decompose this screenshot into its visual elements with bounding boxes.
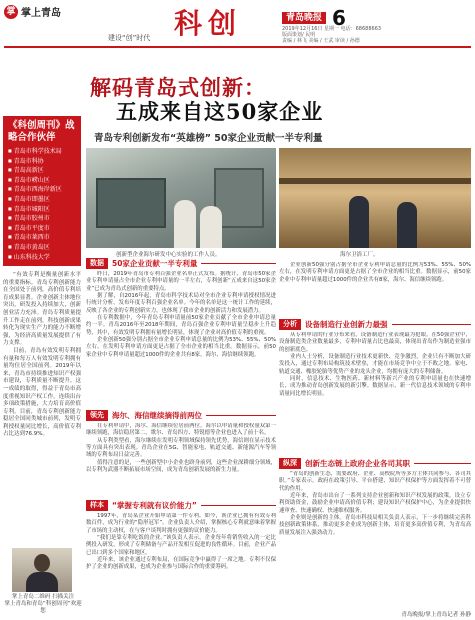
section-head-title: 设备制造行业创新力最强 bbox=[305, 320, 388, 329]
body-column-intro-right bbox=[279, 262, 471, 316]
body-paragraph: 在专利申请中，海尔、海信继续位居前两位。海尔以申请量和授权量双第一继续领跑，海信稳居第二，歌尔、青岛四方、特锐德等企业也进入了前十名。 bbox=[86, 423, 276, 437]
body-paragraph: 在专利数据中，今年青岛专利申请量前50家企业贡献了全市企业申请总量约一半。青岛2016年至2018年期间，青岛百强企业专利申请量呈稳步上升趋势，其中，有效发明专利拥有量增长明显，体现了企业对高价值专利的重视。 bbox=[86, 315, 276, 336]
subheadline: 青岛专利创新发布“英雄榜” 50家企业贡献一半专利量 bbox=[94, 133, 323, 144]
factory-shelf bbox=[279, 178, 471, 184]
section-slogan: 建设“创”时代 bbox=[108, 34, 151, 42]
body-paragraph: 昨日，2019年青岛市专利百强企业名单正式发布。据统计，青岛市50家企业专利申请量占全市企业专利申请量的一半左右，专利创新“五成来自这50家企业”已成为青岛式创新的重要特点。 bbox=[86, 271, 276, 292]
body-paragraph: “我们是靠专利吃饭的企业。”该负责人表示，企业每年将销售收入的一定比例投入研发，形成了专利储备与产品开发相互促进的良性循环。目前，企业产品已出口到多个国家和地区。 bbox=[86, 535, 276, 556]
worker-figure bbox=[174, 200, 196, 248]
sidebar-item: ■ 青岛市黄岛区 bbox=[8, 243, 76, 253]
meta-line: 责编 / 林飞 美编 / 王武 审读 / 孙德 bbox=[282, 38, 360, 45]
section-head-leader bbox=[86, 410, 276, 421]
section-tag: 纵深 bbox=[279, 458, 301, 469]
photo2-caption: 海尔卫浴工厂。 bbox=[340, 252, 379, 258]
side-caption bbox=[3, 594, 83, 615]
section-head-sound bbox=[279, 458, 471, 469]
section-tag: 领先 bbox=[86, 410, 108, 421]
sidebar-item: ■ 青岛市城阳区 bbox=[8, 205, 76, 215]
body-paragraph: 企业则是创新的主体。青岛市科技局相关负责人表示，下一步将继续完善科技创新政策体系，推动更多企业成为创新主体，培育更多高价值专利，为青岛高质量发展注入强劲动力。 bbox=[279, 515, 471, 536]
section-tag: 数据 bbox=[86, 258, 108, 269]
sidebar-item: ■ 山东科技大学 bbox=[8, 253, 76, 263]
edition-meta bbox=[282, 26, 472, 45]
section-head-title: 50家企业贡献一半专利量 bbox=[112, 259, 198, 268]
portrait-caption: 掌上青岛二维码 扫描关注 bbox=[11, 594, 75, 600]
body-column-sound bbox=[279, 471, 471, 607]
body-paragraph: 企业创新50强分别占据全市企业专利申请总量的比例为53%、55%、50%左右，在发明专利申请方面更是占据了全市企业的相当比重。数据显示，前50家企业中专利申请量超过1000件的企业共有8家，海尔、海信继续领跑。 bbox=[279, 262, 471, 283]
section-title: 科创 bbox=[174, 7, 243, 40]
body-paragraph: 值得注意的是，一些创新型中小企业也跻身前列，这些企业深耕细分领域，以专利为武器不断拓展市场空间，成为青岛创新发展的新生力量。 bbox=[86, 459, 276, 474]
sidebar-item: ■ 青岛市莱西市 bbox=[8, 233, 76, 243]
sidebar-item: ■ 青岛市即墨区 bbox=[8, 195, 76, 205]
section-head-rule bbox=[392, 324, 472, 325]
meta-line: 2019年12月16日 星期一 电话：68688663 bbox=[282, 26, 382, 32]
sidebar-title: 《科创周刊》战略合作伙伴 bbox=[8, 120, 75, 143]
section-head-data bbox=[86, 258, 276, 269]
body-column-analysis bbox=[279, 332, 471, 456]
body-paragraph: “青岛的创新生态，需要政府、企业、高校院所等多方主体共同参与、各司其职。”专家表示，政府在政策引导、平台搭建、知识产权保护等方面发挥着不可替代的作用。 bbox=[279, 471, 471, 492]
headline-secondary: 五成来自这50家企业 bbox=[116, 99, 324, 124]
meta-line: 版面策划/ 民明 bbox=[282, 32, 316, 39]
header-rule bbox=[4, 46, 471, 48]
page-number: 6 bbox=[332, 6, 346, 30]
body-paragraph: 从专利申请的行业分布来看，设备制造行业表现最为抢眼。在50强企业中，设备制造类企业数量最多，专利申请量占比也最高，体现出青岛作为制造业强市的创新底色。 bbox=[279, 332, 471, 353]
body-paragraph: 企业创新50强分别占据全市企业专利申请总量的比例为53%、55%、50%左右，在发明专利申请方面更是占据了全市企业的相当比重。数据显示，前50家企业中专利申请量超过1000件的企业共有8家，海尔、海信继续领跑。 bbox=[86, 337, 276, 358]
side-column bbox=[3, 272, 81, 439]
section-head-sample bbox=[86, 500, 276, 511]
section-tag: 样本 bbox=[86, 500, 108, 511]
body-column-data bbox=[86, 271, 276, 407]
sidebar-item: ■ 青岛市科学技术局 bbox=[8, 147, 76, 157]
body-paragraph: 业内人士分析，设备制造行业技术更新快、竞争激烈，企业只有不断加大研发投入，通过专利布局构筑技术壁垒，才能在市场竞争中立于不败之地。家电、轨道交通、橡胶轮胎等优势产业的龙头企业，均拥有庞大的专利储备。 bbox=[279, 354, 471, 375]
section-head-analysis bbox=[279, 319, 471, 330]
body-column-sample bbox=[86, 513, 276, 617]
page-header bbox=[0, 0, 475, 44]
section-head-title: “掌握专利就有议价能力” bbox=[112, 501, 197, 510]
paper-name: 青岛晚报 bbox=[282, 12, 326, 24]
factory-photo bbox=[279, 148, 471, 248]
section-head-rule bbox=[206, 415, 276, 416]
body-paragraph: 同时，信息技术、生物医药、新材料等新兴产业的专利申请量也在快速增长，成为推动青岛创新发展的新引擎。数据显示，新一代信息技术领域的专利申请量同比增长明显。 bbox=[279, 376, 471, 397]
section-head-rule bbox=[414, 463, 471, 464]
section-head-title: 创新生态链上政府企业各司其职 bbox=[305, 459, 410, 468]
byline: 青岛晚报/掌上青岛记者 孙静 bbox=[401, 612, 471, 618]
sidebar-item: ■ 青岛高新区 bbox=[8, 166, 76, 176]
section-head-rule bbox=[201, 505, 276, 506]
body-paragraph: 1997年，青岛某企业开始申请第一件专利。如今，该企业已拥有有效专利数百件，成为行业的“隐形冠军”。企业负责人介绍，掌握核心专利就意味着掌握了市场的主动权，在与客户谈判时拥有更强的议价能力。 bbox=[86, 513, 276, 534]
sidebar-item: ■ 青岛市科协 bbox=[8, 157, 76, 167]
sidebar-item: ■ 青岛市平度市 bbox=[8, 224, 76, 234]
body-paragraph: 近年来，该企业通过专利布局，在国际竞争中赢得了一席之地。专利不仅保护了企业的创新成果，也成为企业参与国际合作的重要筹码。 bbox=[86, 557, 276, 571]
side-paragraph: 目前，青岛有效发明专利拥有量和每万人有效发明专利拥有量均位居全国前列。2019年以来，青岛市持续推进知识产权强市建设，专利质量不断提升。这一成绩的取得，得益于青岛市高度重视知识产权工作，连续出台多项政策措施，大力培育高价值专利。目前，青岛专利创新能力稳居全国同类城市前列，发明专利授权量同比增长，高价值专利占比达到76.9%。 bbox=[3, 347, 81, 438]
sidebar-item: ■ 青岛市胶州市 bbox=[8, 214, 76, 224]
body-column-leader bbox=[86, 423, 276, 497]
photo1-caption: 创新型企业海尔研发中心实验的工作人员。 bbox=[116, 252, 221, 258]
masthead bbox=[282, 6, 346, 30]
lab-equipment bbox=[96, 178, 166, 228]
headline-main: 解码青岛式创新： bbox=[90, 75, 266, 100]
worker-figure bbox=[397, 202, 417, 248]
portrait-photo bbox=[12, 548, 72, 592]
brand-name: 掌上青岛 bbox=[21, 8, 61, 19]
sidebar-item: ■ 青岛市西海岸新区 bbox=[8, 185, 76, 195]
worker-figure bbox=[200, 206, 222, 248]
lab-photo bbox=[86, 148, 276, 248]
side-paragraph: “有效专利是衡量创新水平的重要指标。青岛专利创新能力在全国处于前列，高价值专利培育成果显著。企业创新主体地位突出，研发投入持续加大，创新创业活力充沛。青岛专利质量提升工作走在前列，科技创新成果转化为现实生产力的能力不断增强，为经济高质量发展提供了有力支撑。 bbox=[3, 272, 81, 347]
body-paragraph: 从专利类型看，海尔继续在发明专利领域保持领先优势，海信则在显示技术等方面具有突出表现。青岛企业在5G、智能家电、轨道交通、新能源汽车等领域的专利布局日益完善。 bbox=[86, 437, 276, 459]
sidebar-item: ■ 青岛市崂山区 bbox=[8, 176, 76, 186]
section-tag: 分析 bbox=[279, 319, 301, 330]
worker-figure bbox=[349, 196, 369, 248]
brand[interactable] bbox=[4, 4, 61, 19]
section-head-rule bbox=[201, 263, 276, 264]
body-paragraph: 据了解，自2016年起，青岛市科学技术局对全市企业专利申请授权情况进行统计分析，发布年度专利百强企业名单。今年的名单是这一统计工作的延续，反映了各企业的专利创新实力，也体现了我市企业的创新活力和发展潜力。 bbox=[86, 293, 276, 314]
body-paragraph: 近年来，青岛市出台了一系列支持企业创新和知识产权发展的政策，设立专利资助资金，鼓励企业申请高价值专利；建设知识产权保护中心，为企业提供快速审查、快速确权、快速维权服务。 bbox=[279, 493, 471, 514]
section-head-title: 海尔、海信继续摘得前两位 bbox=[112, 411, 202, 420]
partner-sidebar bbox=[3, 116, 81, 266]
bottom-caption: 掌上青岛和青岛“科创周刊”欢迎您 bbox=[4, 601, 82, 614]
app-logo-icon: 掌 bbox=[4, 5, 18, 19]
